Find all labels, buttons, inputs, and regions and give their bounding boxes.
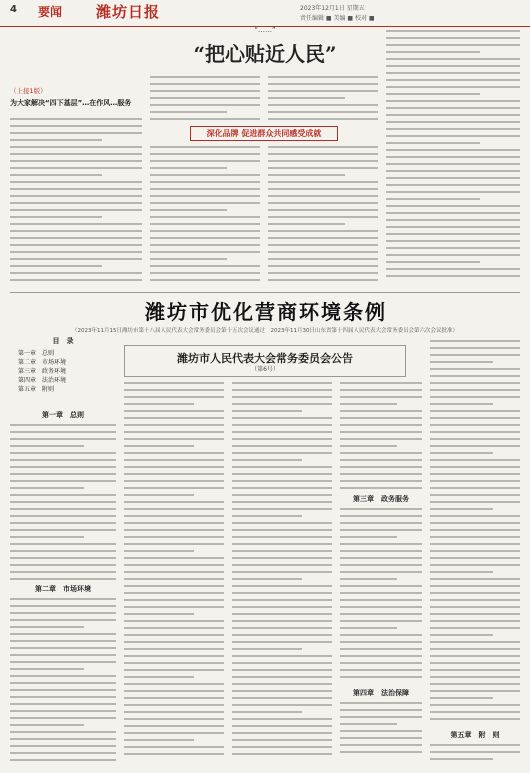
table-of-contents xyxy=(10,330,116,406)
toc-item: 第二章 市场环境 xyxy=(18,359,67,366)
text-column-1 xyxy=(10,118,142,288)
law-column-4 xyxy=(340,382,422,762)
left-story-header xyxy=(10,86,150,116)
text-column-4 xyxy=(386,30,520,288)
law-title: 潍坊市优化营商环境条例 xyxy=(145,300,387,324)
date-line: 2023年12月1日 星期五 xyxy=(300,5,365,12)
continued-label: （上接1版） xyxy=(10,87,47,95)
chapter-heading: 第一章 总则 xyxy=(42,411,84,419)
page-number: 4 xyxy=(10,4,17,15)
text-column-2b xyxy=(150,146,260,288)
headline-kicker: “……” xyxy=(254,26,276,34)
chapter-heading: 第三章 政务服务 xyxy=(353,495,409,503)
section-name: 要闻 xyxy=(38,5,63,19)
toc-item: 第一章 总则 xyxy=(18,350,55,357)
toc-item: 第四章 法治环境 xyxy=(18,377,67,384)
law-column-3 xyxy=(232,382,332,766)
chapter-heading: 第二章 市场环境 xyxy=(35,585,91,593)
law-adoption-note: （2023年11月15日潍坊市第十八届人民代表大会常务委员会第十五次会议通过 2023年11月30日山东省第十四届人民代表大会常务委员会第六次会议批准） xyxy=(72,328,458,334)
notice-box xyxy=(124,345,406,377)
top-subhead: 深化品牌 促进群众共同感受成就 xyxy=(190,126,338,141)
law-column-2 xyxy=(124,382,224,766)
toc-title: 目 录 xyxy=(52,337,74,345)
law-column-1 xyxy=(10,410,116,768)
toc-item: 第五章 附则 xyxy=(18,386,55,393)
left-story-lead: 为大家解决“四下基层”…在作风…服务 xyxy=(10,99,132,107)
chapter-heading: 第五章 附 则 xyxy=(450,731,500,739)
notice-number: （第6号） xyxy=(251,366,279,373)
toc-item: 第三章 政务环境 xyxy=(18,368,67,375)
masthead xyxy=(0,0,530,27)
editor-line: 责任编辑 ■ 美编 ■ 校对 ■ xyxy=(300,15,375,22)
text-column-3b xyxy=(268,146,378,288)
chapter-heading: 第四章 法治保障 xyxy=(353,689,409,697)
section-divider xyxy=(10,292,520,293)
text-column-2a xyxy=(150,76,260,124)
top-headline: “把心贴近人民” xyxy=(193,42,337,66)
law-column-5 xyxy=(430,340,520,768)
paper-logo: 潍坊日报 xyxy=(96,3,161,21)
text-column-3a xyxy=(268,76,378,124)
notice-title: 潍坊市人民代表大会常务委员会公告 xyxy=(177,352,353,365)
